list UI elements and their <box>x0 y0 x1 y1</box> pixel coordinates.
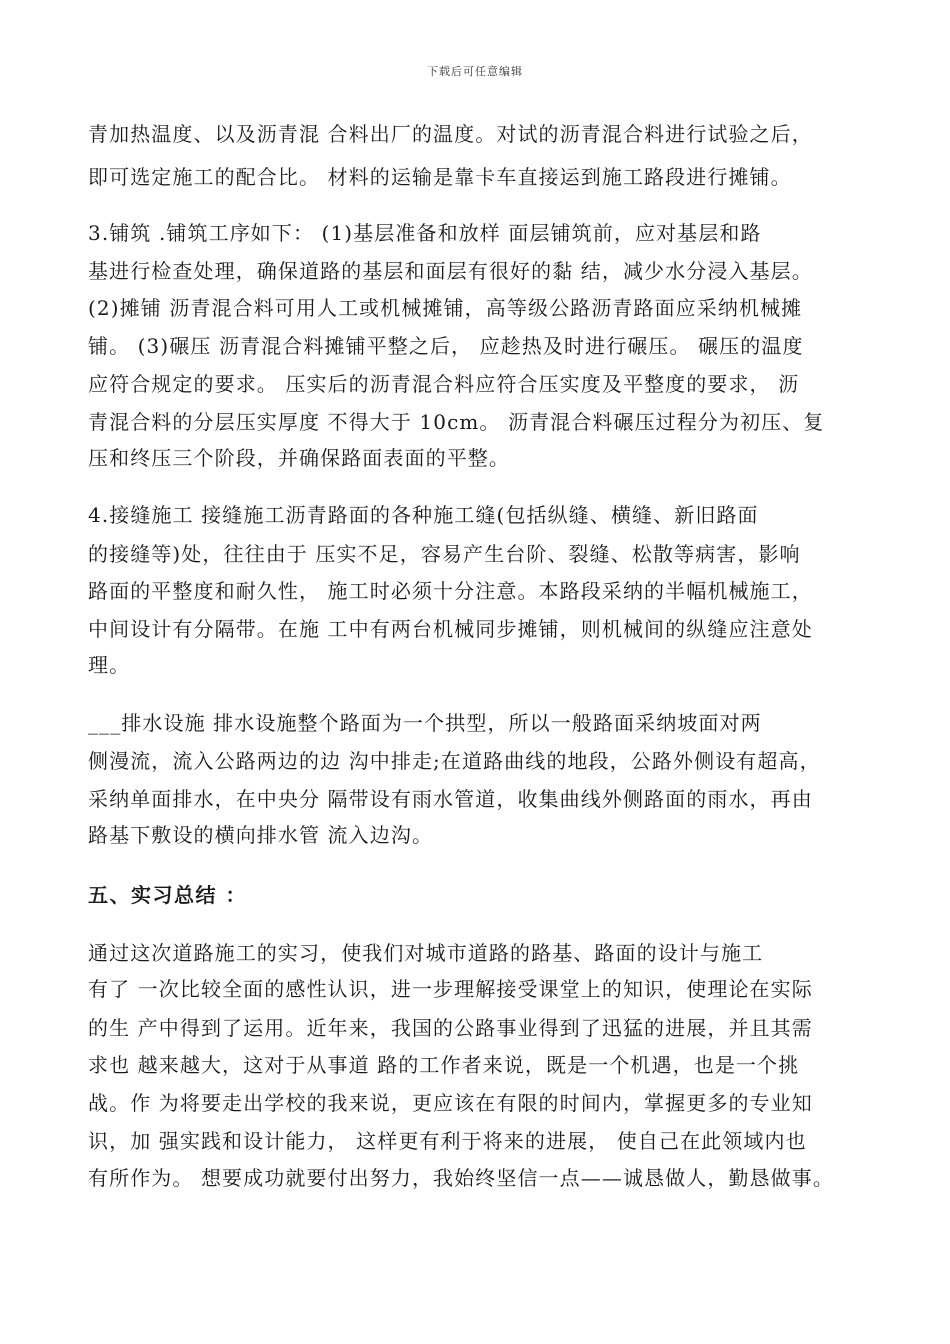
text-line: 路面的平整度和耐久性， 施工时必须十分注意。本路段采纳的半幅机械施工， <box>88 579 813 603</box>
text-line: 路基下敷设的横向排水管 流入边沟。 <box>88 823 434 847</box>
text-line: 青混合料的分层压实厚度 不得大于 10cm。 沥青混合料碾压过程分为初压、复 <box>88 410 825 434</box>
section-heading: 五、实习总结 ： <box>88 883 247 907</box>
text-line: 青加热温度、以及沥青混 合料出厂的温度。对试的沥青混合料进行试验之后， <box>88 122 813 146</box>
text-line: 基进行检查处理，确保道路的基层和面层有很好的黏 结，减少水分浸入基层。 <box>88 259 813 283</box>
text-line: 4.接缝施工 接缝施工沥青路面的各种施工缝(包括纵缝、横缝、新旧路面 <box>88 503 759 527</box>
text-line: 3.铺筑 .铺筑工序如下： (1)基层准备和放样 面层铺筑前，应对基层和路 <box>88 221 762 245</box>
text-line: 理。 <box>88 653 131 677</box>
text-line: 应符合规定的要求。 压实后的沥青混合料应符合压实度及平整度的要求， 沥 <box>88 372 800 396</box>
text-line: 压和终压三个阶段，并确保路面表面的平整。 <box>88 446 510 470</box>
text-line: 有了 一次比较全面的感性认识，进一步理解接受课堂上的知识，使理论在实际 <box>88 977 813 1001</box>
text-line: 识，加 强实践和设计能力， 这样更有利于将来的进展， 使自己在此领域内也 <box>88 1129 807 1153</box>
text-line: 侧漫流，流入公路两边的边 沟中排走;在道路曲线的地段，公路外侧设有超高， <box>88 749 821 773</box>
text-line: 即可选定施工的配合比。 材料的运输是靠卡车直接运到施工路段进行摊铺。 <box>88 165 792 189</box>
text-line: (2)摊铺 沥青混合料可用人工或机械摊铺，高等级公路沥青路面应采纳机械摊 <box>88 296 803 320</box>
text-line: 铺。 (3)碾压 沥青混合料摊铺平整之后， 应趁热及时进行碾压。 碾压的温度 <box>88 334 804 358</box>
text-line: 采纳单面排水，在中央分 隔带设有雨水管道，收集曲线外侧路面的雨水，再由 <box>88 787 813 811</box>
text-line: 的接缝等)处，往往由于 压实不足，容易产生台阶、裂缝、松散等病害，影响 <box>88 542 801 566</box>
text-line: 中间设计有分隔带。在施 工中有两台机械同步摊铺，则机械间的纵缝应注意处 <box>88 617 813 641</box>
text-line: 的生 产中得到了运用。近年来，我国的公路事业得到了迅猛的进展，并且其需 <box>88 1016 813 1040</box>
text-line: 通过这次道路施工的实习，使我们对城市道路的路基、路面的设计与施工 <box>88 941 764 965</box>
page-header: 下载后可任意编辑 <box>427 65 523 78</box>
text-line: 有所作为。 想要成功就要付出努力，我始终坚信一点——诚恳做人，勤恳做事。 <box>88 1166 834 1190</box>
text-line: ___排水设施 排水设施整个路面为一个拱型，所以一般路面采纳坡面对两 <box>88 711 762 735</box>
text-line: 战。作 为将要走出学校的我来说，更应该在有限的时间内，掌握更多的专业知 <box>88 1091 813 1115</box>
text-line: 求也 越来越大，这对于从事道 路的工作者来说，既是一个机遇，也是一个挑 <box>88 1053 800 1077</box>
